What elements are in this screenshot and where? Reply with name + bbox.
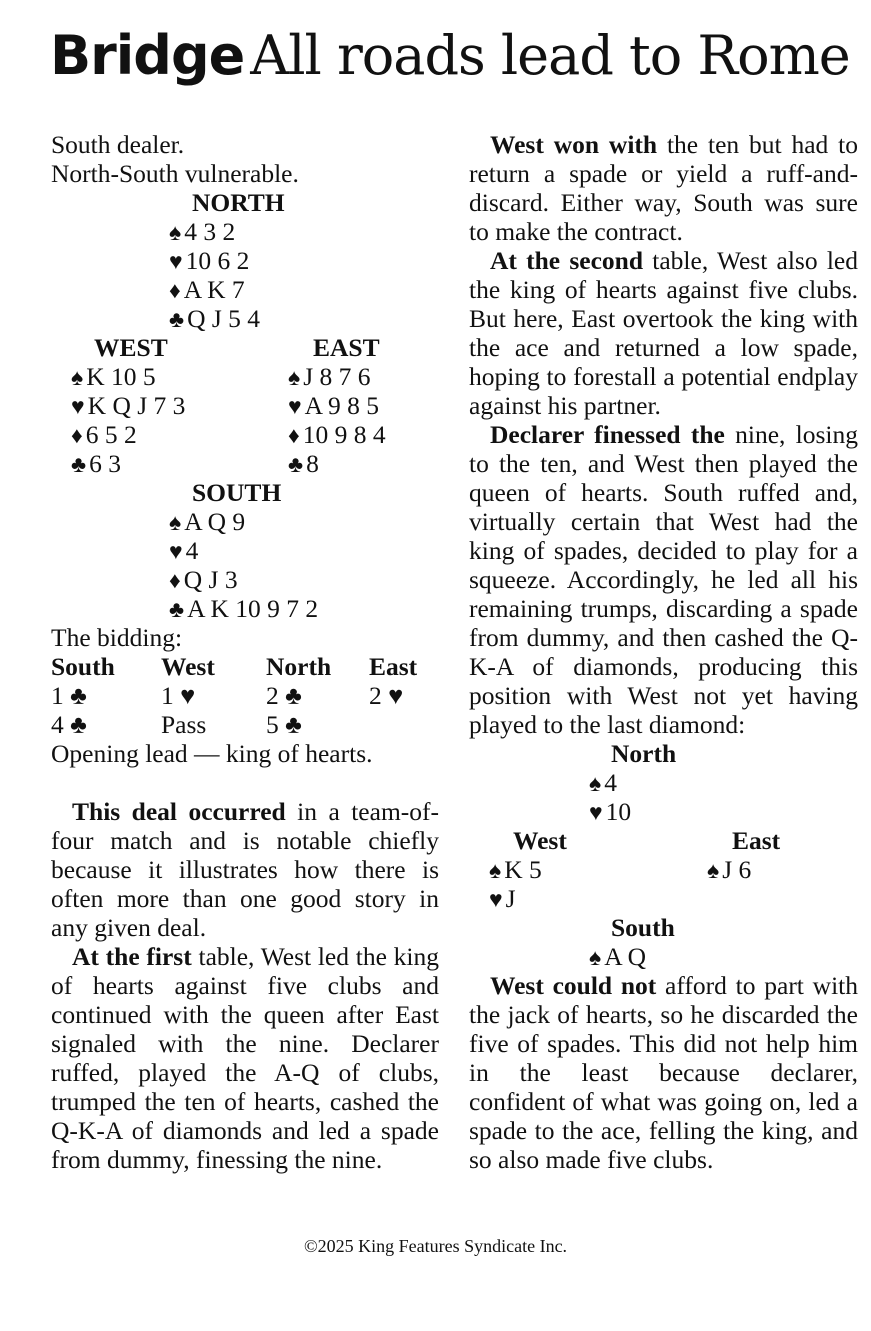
west-heading: WEST: [94, 333, 168, 362]
title-headline: All roads lead to Rome: [250, 24, 850, 87]
vulnerability-line: North-South vulnerable.: [51, 159, 299, 188]
spade-icon: ♠: [169, 220, 182, 245]
spade-icon: ♠: [589, 945, 602, 970]
heart-icon: ♥: [288, 394, 302, 419]
diamond-icon: ♦: [288, 423, 300, 448]
bid-cell: Pass: [161, 710, 207, 739]
column-title: [50, 18, 860, 98]
east-spades: ♠ J 6: [707, 855, 752, 884]
club-icon: ♣: [71, 452, 87, 477]
north-spades: ♠ 4 3 2: [169, 217, 236, 246]
east-diamonds: ♦ 10 9 8 4: [288, 420, 386, 449]
spade-icon: ♠: [71, 365, 84, 390]
south-diamonds: ♦ Q J 3: [169, 565, 238, 594]
body-paragraph: At the second table, West also led the king of hearts against five clubs. But here, East overtook the king with the ace and returned a low spade, hoping to forestall a potential endplay against his partner.: [469, 246, 858, 420]
north-heading: North: [611, 739, 677, 768]
heart-icon: ♥: [589, 800, 603, 825]
bidding-row: [51, 681, 439, 710]
east-clubs: ♣ 8: [288, 449, 319, 478]
spade-icon: ♠: [288, 365, 301, 390]
bidding-table: [51, 652, 439, 739]
east-heading: EAST: [313, 333, 380, 362]
west-hearts: ♥ K Q J 7 3: [71, 391, 186, 420]
bidding-header: West: [161, 652, 215, 681]
south-hearts: ♥ 4: [169, 536, 199, 565]
bidding-header: South: [51, 652, 115, 681]
club-icon: ♣: [288, 452, 304, 477]
bidding-header: North: [266, 652, 332, 681]
heart-icon: ♥: [169, 249, 183, 274]
bidding-header: East: [369, 652, 418, 681]
heart-icon: ♥: [169, 539, 183, 564]
west-hearts: ♥ J: [489, 884, 516, 913]
diamond-icon: ♦: [169, 278, 181, 303]
north-clubs: ♣ Q J 5 4: [169, 304, 261, 333]
bidding-row: [51, 710, 439, 739]
club-icon: ♣: [169, 307, 185, 332]
bidding-label: The bidding:: [51, 623, 183, 652]
north-heading: NORTH: [192, 188, 285, 217]
bid-cell: 4 ♣: [51, 710, 87, 739]
right-column: [469, 130, 858, 1174]
body-paragraph: West won with the ten but had to return a spade or yield a ruff-and-discard. Either way, South was sure to make the contract.: [469, 130, 858, 246]
body-paragraph: Declarer finessed the nine, losing to the ten, and West then played the queen of hearts. South ruffed and, virtually certain that West had the king of spades, decided to play for a squeeze. Accordingly, he led all his remaining trumps, discarding a spade from dummy, and then cashed the Q-K-A of diamonds, producing this position with West not yet having played to the last diamond:: [469, 420, 858, 739]
bid-cell: 5 ♣: [266, 710, 302, 739]
spade-icon: ♠: [589, 771, 602, 796]
south-heading: South: [611, 913, 675, 942]
west-spades: ♠ K 5: [489, 855, 542, 884]
body-paragraph: West could not afford to part with the jack of hearts, so he discarded the five of spades. This did not help him in the least because declarer, confident of what was going on, led a spade to the ace, felling the king, and so also made five clubs.: [469, 971, 858, 1174]
south-heading: SOUTH: [192, 478, 282, 507]
west-spades: ♠ K 10 5: [71, 362, 156, 391]
spade-icon: ♠: [707, 858, 720, 883]
body-paragraph: At the first table, West led the king of hearts against five clubs and continued with the queen after East signaled with the nine. Declarer ruffed, played the A-Q of clubs, trumped the ten of hearts, cashed the Q-K-A of diamonds and led a spade from dummy, finessing the nine.: [51, 942, 439, 1174]
title-kicker: Bridge: [50, 24, 245, 87]
east-heading: East: [732, 826, 781, 855]
heart-icon: ♥: [71, 394, 85, 419]
south-spades: ♠ A Q 9: [169, 507, 246, 536]
copyright-footer: ©2025 King Features Syndicate Inc.: [303, 1236, 568, 1256]
bid-cell: 1 ♥: [161, 681, 196, 710]
bidding-header-row: [51, 652, 439, 681]
east-hearts: ♥ A 9 8 5: [288, 391, 380, 420]
north-spades: ♠ 4: [589, 768, 617, 797]
bid-cell: 1 ♣: [51, 681, 87, 710]
east-spades: ♠ J 8 7 6: [288, 362, 371, 391]
opening-lead: Opening lead — king of hearts.: [51, 739, 373, 768]
west-clubs: ♣ 6 3: [71, 449, 121, 478]
diamond-icon: ♦: [71, 423, 83, 448]
diamond-icon: ♦: [169, 568, 181, 593]
heart-icon: ♥: [489, 887, 503, 912]
north-hearts: ♥ 10: [589, 797, 632, 826]
dealer-line: South dealer.: [51, 130, 185, 159]
ending-diagram: [469, 739, 858, 971]
left-column: [51, 130, 439, 1174]
west-diamonds: ♦ 6 5 2: [71, 420, 137, 449]
south-spades: ♠ A Q: [589, 942, 647, 971]
deal-diagram: [51, 188, 439, 623]
north-hearts: ♥ 10 6 2: [169, 246, 250, 275]
body-paragraph: This deal occurred in a team-of-four match and is notable chiefly because it illustrates how there is often more than one good story in any given deal.: [51, 797, 440, 942]
bid-cell: 2 ♣: [266, 681, 302, 710]
spade-icon: ♠: [169, 510, 182, 535]
west-heading: West: [513, 826, 567, 855]
bid-cell: 2 ♥: [369, 681, 404, 710]
south-clubs: ♣ A K 10 9 7 2: [169, 594, 319, 623]
spade-icon: ♠: [489, 858, 502, 883]
club-icon: ♣: [169, 597, 185, 622]
north-diamonds: ♦ A K 7: [169, 275, 245, 304]
